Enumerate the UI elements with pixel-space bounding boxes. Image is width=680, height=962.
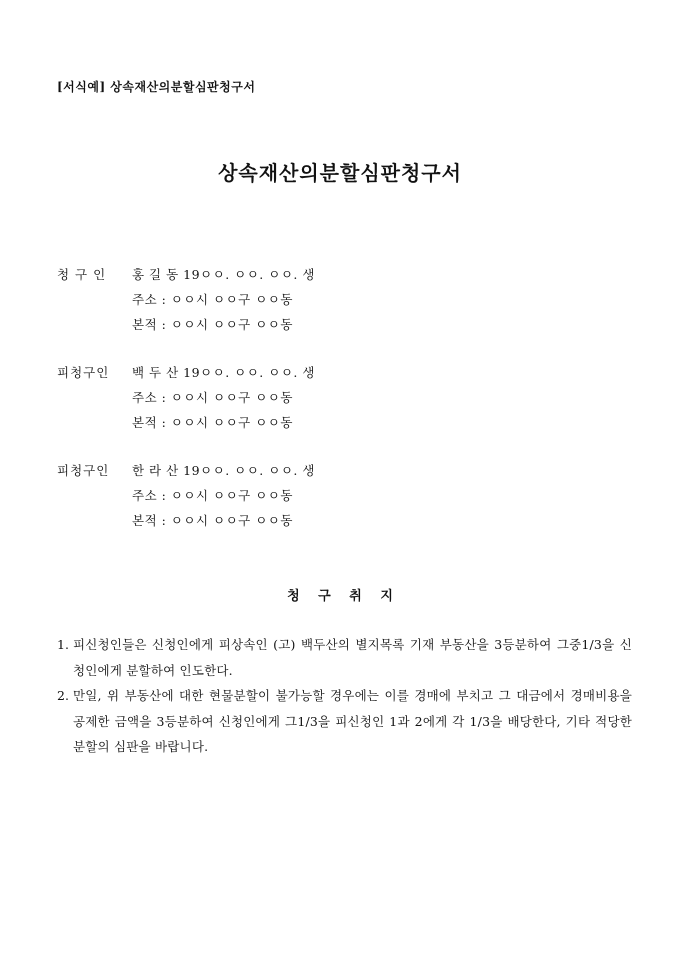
- form-label: [서식예] 상속재산의분할심판청구서: [57, 80, 256, 94]
- party-address: 주소 : ㅇㅇ시 ㅇㅇ구 ㅇㅇ동: [132, 292, 293, 307]
- party-name-birth: 홍 길 동 19ㅇㅇ. ㅇㅇ. ㅇㅇ. 생: [132, 267, 315, 282]
- claim-item: [57, 683, 632, 760]
- claim-text: 만일, 위 부동산에 대한 현물분할이 불가능할 경우에는 이를 경매에 부치고 그 대금에서 경매비용을 공제한 금액을 3등분하여 신청인에게 그1/3을 피신청인 1과 2에게 각 1/3을 배당한다, 기타 적당한 분할의 심판을 바랍니다.: [73, 688, 632, 754]
- claim-list: [57, 632, 632, 760]
- claim-item: [57, 632, 632, 683]
- party-role: 피청구인: [57, 365, 110, 380]
- claim-section-heading: 청 구 취 지: [287, 589, 393, 604]
- party-domicile: 본적 : ㅇㅇ시 ㅇㅇ구 ㅇㅇ동: [132, 415, 293, 430]
- claim-text: 피신청인들은 신청인에게 피상속인 (고) 백두산의 별지목록 기재 부동산을 3등분하여 그중1/3을 신청인에게 분할하여 인도한다.: [73, 637, 632, 678]
- party-name-birth: 백 두 산 19ㅇㅇ. ㅇㅇ. ㅇㅇ. 생: [132, 365, 315, 380]
- party-domicile: 본적 : ㅇㅇ시 ㅇㅇ구 ㅇㅇ동: [132, 513, 293, 528]
- party-address: 주소 : ㅇㅇ시 ㅇㅇ구 ㅇㅇ동: [132, 488, 293, 503]
- party-domicile: 본적 : ㅇㅇ시 ㅇㅇ구 ㅇㅇ동: [132, 317, 293, 332]
- party-role: 피청구인: [57, 463, 110, 478]
- claim-number: 1.: [57, 637, 69, 652]
- document-title: 상속재산의분할심판청구서: [218, 161, 462, 185]
- claim-number: 2.: [57, 688, 69, 703]
- party-name-birth: 한 라 산 19ㅇㅇ. ㅇㅇ. ㅇㅇ. 생: [132, 463, 315, 478]
- party-address: 주소 : ㅇㅇ시 ㅇㅇ구 ㅇㅇ동: [132, 390, 293, 405]
- party-role: 청 구 인: [57, 267, 107, 282]
